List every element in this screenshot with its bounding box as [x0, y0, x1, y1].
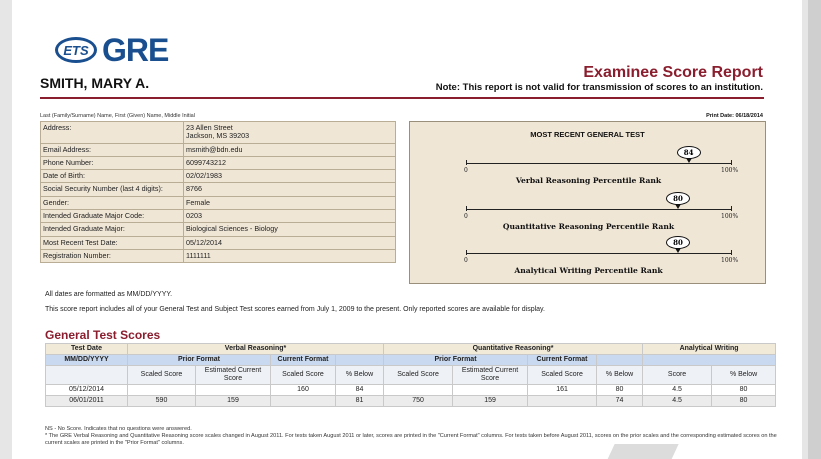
- score-cell: 06/01/2011: [46, 396, 128, 407]
- scale-min-label: 0: [464, 213, 468, 220]
- percentile-rank-label: Quantitative Reasoning Percentile Rank: [502, 222, 675, 231]
- info-value: [184, 143, 396, 156]
- scale-max-label: 100%: [721, 257, 739, 264]
- info-value-line: Biological Sciences - Biology: [186, 224, 278, 234]
- info-value: [184, 249, 396, 262]
- score-cell: 750: [384, 396, 453, 407]
- header-divider: [40, 97, 764, 99]
- score-cell: 05/12/2014: [46, 385, 128, 396]
- score-cell: 4.5: [643, 396, 712, 407]
- info-label: Phone Number:: [41, 156, 184, 169]
- info-value: [184, 156, 396, 169]
- info-label: Most Recent Test Date:: [41, 236, 184, 249]
- info-label: Email Address:: [41, 143, 184, 156]
- table-row: [46, 385, 776, 396]
- percentile-scale-line: [466, 209, 731, 210]
- percentile-scale-line: [466, 163, 731, 164]
- examinee-name: SMITH, MARY A.: [40, 75, 150, 91]
- score-cell: 80: [712, 385, 776, 396]
- info-value: [184, 122, 396, 144]
- info-row: [41, 236, 396, 249]
- scale-min-label: 0: [464, 257, 468, 264]
- format-header: Current Format: [528, 355, 597, 366]
- info-label: Address:: [41, 122, 184, 144]
- name-format-label: Last (Family/Surname) Name, First (Given) Name, Middle Initial: [40, 113, 195, 119]
- info-value-line: Female: [186, 197, 210, 207]
- info-value: [184, 196, 396, 209]
- info-row: [41, 223, 396, 236]
- info-value-line: 1111111: [186, 250, 211, 260]
- info-row: [41, 143, 396, 156]
- info-value-line: 8766: [186, 184, 202, 194]
- info-value-line: msmith@bdn.edu: [186, 144, 243, 154]
- viewer-scrollbar[interactable]: [808, 0, 821, 459]
- column-group-header: Analytical Writing: [643, 344, 776, 355]
- percentile-value-oval: 80: [666, 236, 690, 249]
- scale-max-label: 100%: [721, 213, 739, 220]
- graph-title: MOST RECENT GENERAL TEST: [530, 130, 645, 139]
- score-report-page: [12, 0, 802, 459]
- gre-logo: [55, 34, 168, 66]
- score-cell: 590: [128, 396, 196, 407]
- info-value-line-2: Jackson, MS 39203: [186, 131, 250, 141]
- info-row: [41, 209, 396, 222]
- column-header: Scaled Score: [271, 366, 336, 385]
- info-label: Date of Birth:: [41, 170, 184, 183]
- column-header: Estimated Current Score: [196, 366, 271, 385]
- scale-end-tick: [731, 250, 732, 255]
- ets-logo-text: ETS: [63, 42, 89, 58]
- column-header: Scaled Score: [528, 366, 597, 385]
- score-cell: 74: [597, 396, 643, 407]
- info-row: [41, 183, 396, 196]
- report-title: Examinee Score Report: [583, 64, 763, 81]
- score-header-row: [46, 344, 776, 355]
- info-row: [41, 196, 396, 209]
- page-curl: [605, 444, 678, 459]
- info-label: Social Security Number (last 4 digits):: [41, 183, 184, 196]
- column-header: % Below: [597, 366, 643, 385]
- footnote-scale-change: * The GRE Verbal Reasoning and Quantitative Reasoning score scales changed in August 2011. For tests taken August 2011 or later, scores are printed in the "Current Format" columns. For tests taken before August 2011, scores on the prior scales and the corresponding estimated scores on the current scales are printed in the "Prior Format" columns.: [45, 433, 777, 446]
- score-cell: 80: [597, 385, 643, 396]
- ets-logo-icon: [55, 37, 97, 63]
- scale-start-tick: [466, 250, 467, 255]
- info-label: Registration Number:: [41, 249, 184, 262]
- percentile-value-oval: 80: [666, 192, 690, 205]
- format-header: [597, 355, 643, 366]
- info-value-line: 6099743212: [186, 157, 226, 167]
- column-header: Score: [643, 366, 712, 385]
- score-cell: 160: [271, 385, 336, 396]
- info-value-line: 02/02/1983: [186, 171, 222, 181]
- info-label: Gender:: [41, 196, 184, 209]
- format-header: Prior Format: [128, 355, 271, 366]
- section-title: General Test Scores: [45, 328, 161, 342]
- format-header: MM/DD/YYYY: [46, 355, 128, 366]
- general-test-scores-table: [45, 343, 776, 407]
- info-value: [184, 183, 396, 196]
- percentile-scale-line: [466, 253, 731, 254]
- score-cell: 159: [453, 396, 528, 407]
- score-cell: [196, 385, 271, 396]
- score-cell: 161: [528, 385, 597, 396]
- column-group-header: Quantitative Reasoning*: [384, 344, 643, 355]
- score-cell: [271, 396, 336, 407]
- column-header: Estimated Current Score: [453, 366, 528, 385]
- report-note: Note: This report is not valid for transmission of scores to an institution.: [435, 82, 763, 93]
- score-column-row: [46, 366, 776, 385]
- percentile-rank-label: Verbal Reasoning Percentile Rank: [515, 176, 662, 185]
- score-cell: [528, 396, 597, 407]
- info-row: [41, 249, 396, 262]
- info-value-line: 0203: [186, 210, 202, 220]
- info-row: [41, 122, 396, 144]
- score-cell: 81: [336, 396, 384, 407]
- score-cell: 159: [196, 396, 271, 407]
- column-group-header: Test Date: [46, 344, 128, 355]
- info-value: [184, 209, 396, 222]
- info-row: [41, 170, 396, 183]
- info-value: [184, 170, 396, 183]
- info-value-line: 23 Allen Street: [186, 123, 233, 132]
- score-cell: 84: [336, 385, 384, 396]
- score-format-row: [46, 355, 776, 366]
- column-header: % Below: [712, 366, 776, 385]
- format-header: Current Format: [271, 355, 336, 366]
- scale-min-label: 0: [464, 167, 468, 174]
- print-date: Print Date: 06/18/2014: [706, 113, 763, 119]
- column-group-header: Verbal Reasoning*: [128, 344, 384, 355]
- info-value: [184, 223, 396, 236]
- column-header: [46, 366, 128, 385]
- column-header: Scaled Score: [128, 366, 196, 385]
- score-cell: 4.5: [643, 385, 712, 396]
- score-cell: [453, 385, 528, 396]
- scale-end-tick: [731, 160, 732, 165]
- percentile-graph-box: [409, 121, 766, 284]
- format-header: [336, 355, 384, 366]
- format-header: Prior Format: [384, 355, 528, 366]
- dates-format-note: All dates are formatted as MM/DD/YYYY.: [45, 291, 173, 298]
- score-cell: [384, 385, 453, 396]
- scale-end-tick: [731, 206, 732, 211]
- info-label: Intended Graduate Major Code:: [41, 209, 184, 222]
- report-scope-note: This score report includes all of your General Test and Subject Test scores earned from July 1, 2009 to the present. Only reported scores are available for display.: [45, 306, 545, 313]
- score-cell: [128, 385, 196, 396]
- percentile-value-oval: 84: [677, 146, 701, 159]
- footnote-no-score: NS - No Score. Indicates that no questions were answered.: [45, 426, 192, 432]
- percentile-rank-label: Analytical Writing Percentile Rank: [514, 266, 663, 275]
- table-row: [46, 396, 776, 407]
- info-value: [184, 236, 396, 249]
- gre-logo-text: GRE: [102, 32, 169, 68]
- format-header: [643, 355, 776, 366]
- info-row: [41, 156, 396, 169]
- info-value-line: 05/12/2014: [186, 237, 222, 247]
- score-cell: 80: [712, 396, 776, 407]
- scale-start-tick: [466, 160, 467, 165]
- column-header: Scaled Score: [384, 366, 453, 385]
- info-label: Intended Graduate Major:: [41, 223, 184, 236]
- scale-max-label: 100%: [721, 167, 739, 174]
- scale-start-tick: [466, 206, 467, 211]
- examinee-info-table: [40, 121, 396, 263]
- column-header: % Below: [336, 366, 384, 385]
